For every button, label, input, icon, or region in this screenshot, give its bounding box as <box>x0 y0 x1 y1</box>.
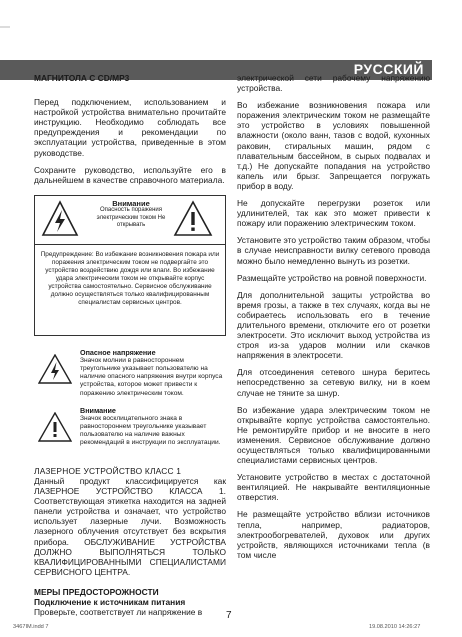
paragraph-heat: Не размещайте устройство вблизи источников тепла, например, радиаторов, электрообогревателей, духовок или других устройств, являющихся источниками тепла (в том числе <box>237 509 430 560</box>
laser-text: Данный продукт классифицируется как ЛАЗЕРНОЕ УСТРОЙСТВО КЛАССА 1. Соответствующая этикетка находится на задней панели устройства и означает, что устройство использует лазерные лучи. Возможность лазерного облучения отсутствует без вскрытия прибора. ОБСЛУЖИВАНИЕ УСТРОЙСТВА ДОЛЖНО ВЫПОЛНЯТЬСЯ ТОЛЬКО КВАЛИФИЦИРОВАННЫМИ СПЕЦИАЛИСТАМИ СЕРВИСНОГО ЦЕНТРА. <box>34 475 226 577</box>
paragraph-ventilation: Установите устройство в местах с достаточной вентиляцией. Не накрывайте вентиляционные отверстия. <box>237 472 430 503</box>
danger-voltage-title: Опасное напряжение <box>80 347 156 357</box>
exclamation-triangle-icon <box>38 412 72 442</box>
page-number: 7 <box>226 610 232 621</box>
paragraph-overload: Не допускайте перегрузки розеток или удлинителей, так как это может привести к пожару или поражению электрическим током. <box>237 198 430 229</box>
left-column <box>34 73 226 617</box>
attention-title: Внимание <box>80 405 116 415</box>
power-text: Проверьте, соответствует ли напряжение в <box>34 607 203 618</box>
intro-paragraph: Перед подключением, использованием и настройкой устройства внимательно прочитайте инструкцию. Необходимо соблюдать все предупреждения и рекомендации по эксплуатации устройства, приведенные в этом руководстве. <box>34 97 226 158</box>
warning-box-header <box>35 196 225 245</box>
attention-item <box>34 406 226 456</box>
right-column <box>237 73 430 567</box>
paragraph-humidity: Во избежание возникновения пожара или поражения электрическим током не размещайте это устройство в условиях повышенной влажности (около ванн, тазов с водой, кухонных раковин, стиральных машин, рядом с плавательным бассейном, в сырых подвалах и т.д.) Не допускайте попадания на устройство капель или брызг. Запрещается погружать прибор в воду. <box>237 100 430 191</box>
precautions-title: МЕРЫ ПРЕДОСТОРОЖНОСТИ <box>34 586 159 597</box>
crop-mark-icon <box>0 22 10 32</box>
laser-title: ЛАЗЕРНОЕ УСТРОЙСТВО КЛАСС 1 <box>34 465 182 476</box>
warning-box-caption-group <box>85 200 177 230</box>
paragraph-voltage: электрической сети рабочему напряжению устройства. <box>237 73 430 94</box>
paragraph-storm: Для дополнительной защиты устройства во время грозы, а также в тех случаях, когда вы не собираетесь использовать его в течение длительного времени, отключите его от розетки электросети. Это исключит выход устройства из строя из-за ударов молнии или скачков напряжения в электросети. <box>237 289 430 361</box>
lightning-warning-icon <box>41 200 79 238</box>
lightning-triangle-icon <box>38 354 72 384</box>
keep-manual-paragraph: Сохраните руководство, используйте его в дальнейшем в качестве справочного материала. <box>34 164 226 185</box>
power-subtitle: Подключение к источникам питания <box>34 596 186 607</box>
danger-voltage-item <box>34 348 226 398</box>
exclamation-warning-icon <box>173 200 213 238</box>
language-label: РУССКИЙ <box>353 61 424 77</box>
footer-file: 3467IM.indd 7 <box>13 624 49 630</box>
attention-text: Значок восклицательного знака в равностороннем треугольнике указывает пользователю на наличие важных рекомендаций в инструкции по эксплуатации. <box>80 414 221 447</box>
warning-box-title: Внимание <box>112 198 150 208</box>
warning-box-text: Предупреждение: Во избежание возникновения пожара или поражения электрическим током не подвергайте это устройство воздействию дождя или влаги. Во избежание удара электрическим током не открывайте корпус устройства самостоятельно. Сервисное обслуживание должно осуществляться только квалифицированным специалистам сервисных центров. <box>40 250 220 306</box>
paragraph-service: Во избежание удара электрическим током не открывайте корпус устройства самостоятельно. Не ремонтируйте прибор и не вносите в него изменения. Сервисное обслуживание должно осуществляться только квалифицированными специалистами сервисных центров. <box>237 404 430 466</box>
paragraph-cord: Для отсоединения сетевого шнура беритесь непосредственно за сетевую вилку, ни в коем случае не тяните за шнур. <box>237 367 430 398</box>
danger-voltage-text: Значок молнии в равностороннем треугольнике указывает пользователю на наличие опасного напряжения внутри корпуса устройства, которое может привести к поражению электрическим током. <box>80 356 223 397</box>
section-title: МАГНИТОЛА С CD/MP3 <box>34 73 130 83</box>
footer-timestamp: 19.08.2010 14:26:27 <box>369 624 421 630</box>
paragraph-surface: Размещайте устройство на ровной поверхности. <box>237 272 427 283</box>
warning-box <box>34 195 226 336</box>
paragraph-placement: Установите это устройство таким образом, чтобы в случае неисправности вилку сетевого провода можно было немедленно вынуть из розетки. <box>237 235 430 266</box>
warning-box-caption: Опасность поражения электрическим током Не открывать <box>96 207 166 229</box>
